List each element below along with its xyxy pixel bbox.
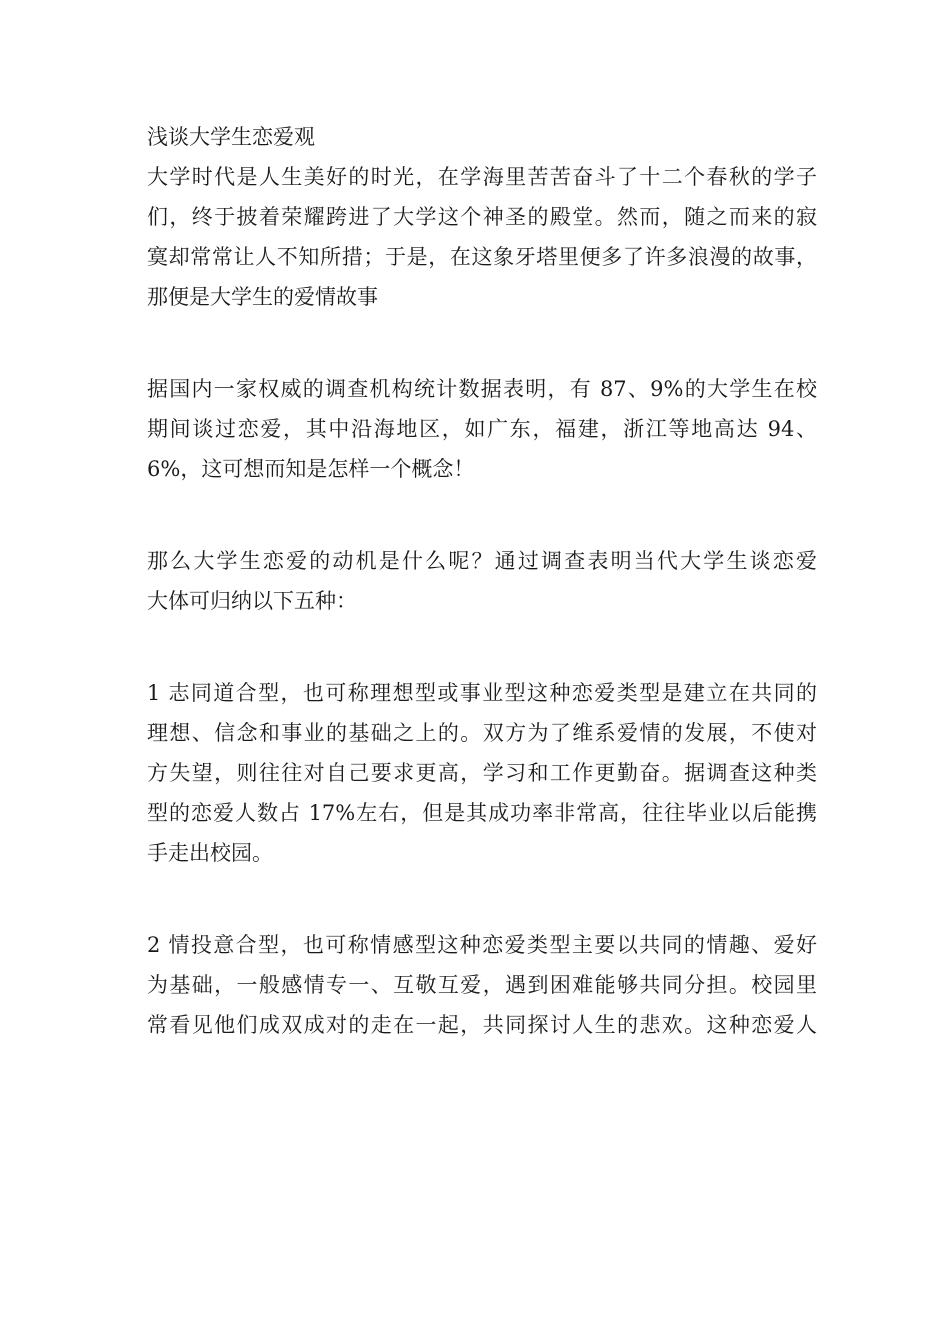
paragraph-line: 们，终于披着荣耀跨进了大学这个神圣的殿堂。然而，随之而来的寂 [147, 205, 817, 229]
paragraph-spacer [147, 317, 817, 357]
paragraph-spacer [147, 357, 817, 369]
document-body [147, 117, 817, 1045]
paragraph-line: 方失望，则往往对自己要求更高，学习和工作更勤奋。据调查这种类 [147, 761, 817, 785]
paragraph-motivation [147, 541, 817, 621]
document-title: 浅谈大学生恋爱观 [147, 125, 315, 149]
paragraph-line: 寞却常常让人不知所措；于是，在这象牙塔里便多了许多浪漫的故事， [147, 245, 817, 269]
paragraph-line: 型的恋爱人数占 17%左右，但是其成功率非常高，往往毕业以后能携 [147, 801, 817, 825]
paragraph-line: 大体可归纳以下五种： [147, 589, 357, 613]
paragraph-spacer [147, 913, 817, 925]
paragraph-intro [147, 157, 817, 317]
paragraph-line: 期间谈过恋爱，其中沿海地区，如广东，福建，浙江等地高达 94、 [147, 417, 817, 441]
paragraph-line: 2 情投意合型，也可称情感型这种恋爱类型主要以共同的情趣、爱好 [147, 933, 817, 957]
paragraph-type-1 [147, 673, 817, 873]
paragraph-line: 为基础，一般感情专一、互敬互爱，遇到困难能够共同分担。校园里 [147, 973, 817, 997]
paragraph-line: 理想、信念和事业的基础之上的。双方为了维系爱情的发展，不使对 [147, 721, 817, 745]
paragraph-line: 那便是大学生的爱情故事 [147, 285, 378, 309]
paragraph-line: 6%，这可想而知是怎样一个概念！ [147, 457, 475, 481]
paragraph-spacer [147, 873, 817, 913]
paragraph-spacer [147, 489, 817, 529]
paragraph-line: 据国内一家权威的调查机构统计数据表明，有 87、9%的大学生在校 [147, 377, 817, 401]
paragraph-line: 手走出校园。 [147, 841, 273, 865]
paragraph-type-2 [147, 925, 817, 1045]
paragraph-line: 1 志同道合型，也可称理想型或事业型这种恋爱类型是建立在共同的 [147, 681, 817, 705]
paragraph-line: 大学时代是人生美好的时光，在学海里苦苦奋斗了十二个春秋的学子 [147, 165, 817, 189]
paragraph-spacer [147, 621, 817, 661]
paragraph-spacer [147, 661, 817, 673]
paragraph-line: 常看见他们成双成对的走在一起，共同探讨人生的悲欢。这种恋爱人 [147, 1013, 817, 1037]
paragraph-line: 那么大学生恋爱的动机是什么呢？通过调查表明当代大学生谈恋爱 [147, 549, 817, 573]
paragraph-spacer [147, 529, 817, 541]
paragraph-statistics [147, 369, 817, 489]
